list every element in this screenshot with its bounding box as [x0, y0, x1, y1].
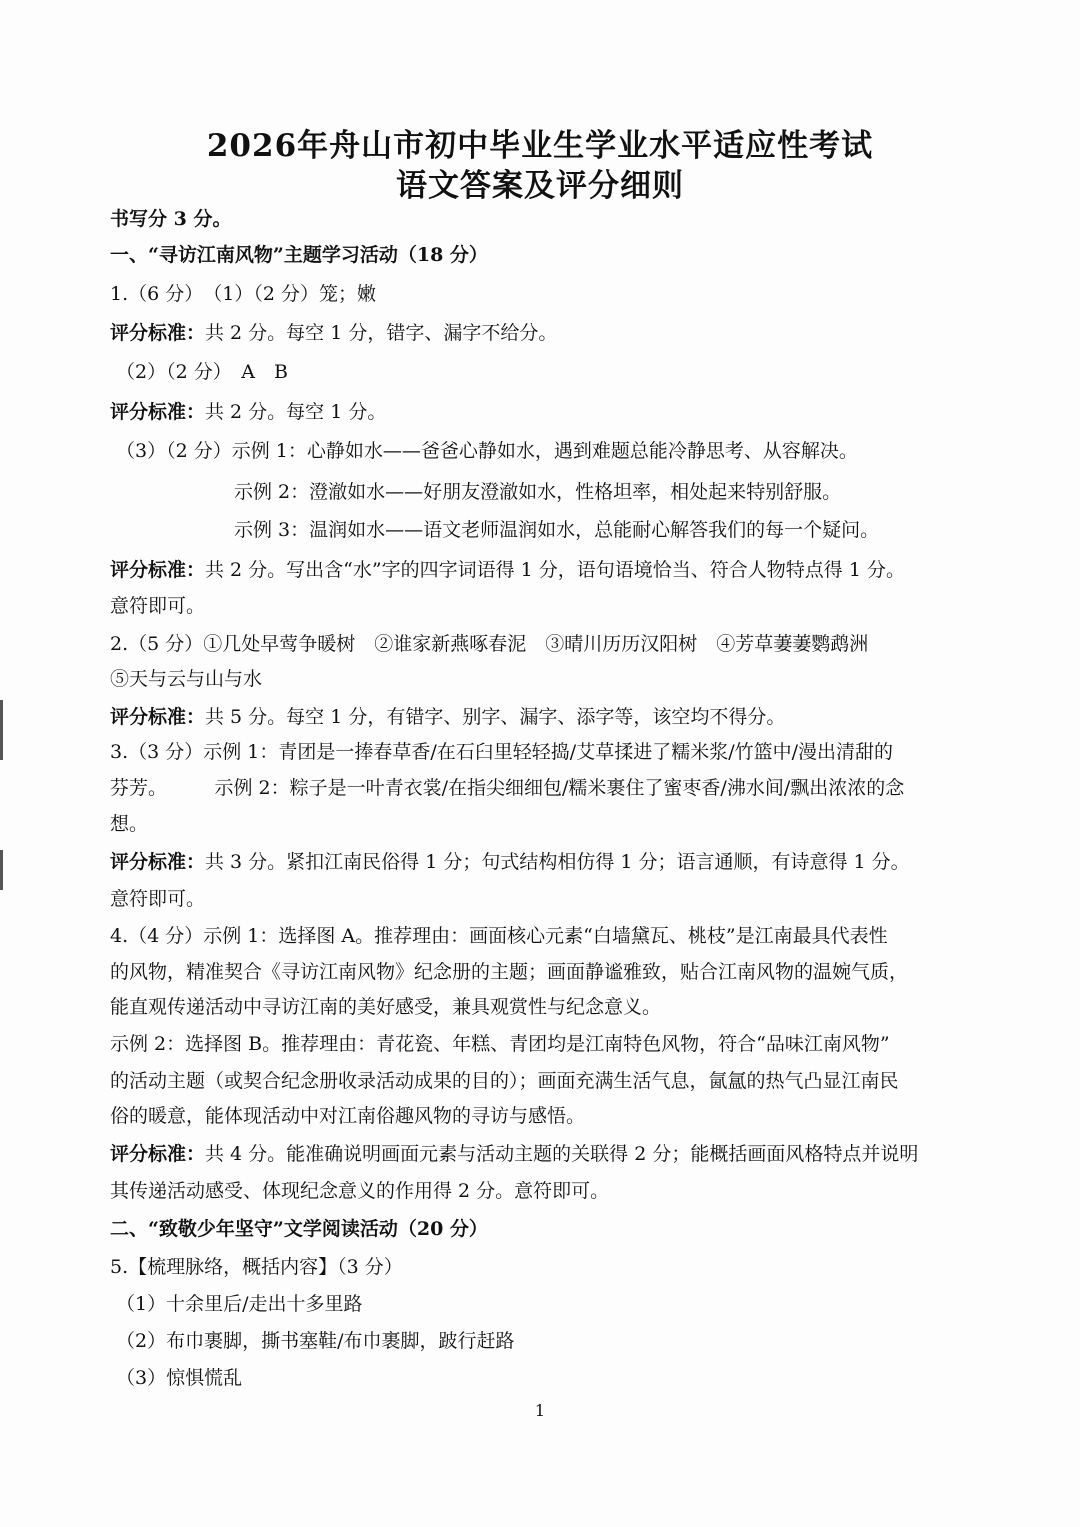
section-2-heading: 二、“致敬少年坚守”文学阅读活动（20 分） — [110, 1218, 488, 1240]
q4-example-1-cont: 的风物，精准契合《寻访江南风物》纪念册的主题；画面静谧雅致，贴合江南风物的温婉气质， — [110, 961, 909, 983]
q2-answer: 2.（5 分）①几处早莺争暖树 ②谁家新燕啄春泥 ③晴川历历汉阳树 ④芳草萋萋鹦鹉洲 — [110, 633, 869, 655]
q5-answer-1: （1）十余里后/走出十多里路 — [116, 1293, 363, 1315]
q4-example-2-cont: 的活动主题（或契合纪念册收录活动成果的目的）；画面充满生活气息，氤氲的热气凸显江南民 — [110, 1070, 899, 1092]
document-title: 2026年舟山市初中毕业生学业水平适应性考试 — [206, 128, 874, 164]
scan-edge-mark — [0, 700, 3, 760]
q5-answer-2: （2）布巾裹脚，撕书塞鞋/布巾裹脚，跛行赶路 — [116, 1330, 515, 1352]
q4-example-2: 示例 2：选择图 B。推荐理由：青花瓷、年糕、青团均是江南特色风物，符合“品味江南风物” — [110, 1033, 890, 1055]
q1-answer: 1.（6 分） （1）（2 分）笼；嫩 — [110, 283, 376, 305]
q4-example-1: 4.（4 分）示例 1：选择图 A。推荐理由：画面核心元素“白墙黛瓦、桃枝”是江南最具代表性 — [110, 925, 888, 947]
criteria-label: 评分标准： — [110, 706, 206, 728]
q1-2-answer: （2）（2 分） A B — [116, 361, 288, 383]
criteria-label: 评分标准： — [110, 322, 206, 344]
document-subtitle: 语文答案及评分细则 — [396, 168, 684, 204]
q1-2-criteria: 评分标准：共 2 分。每空 1 分。 — [110, 401, 387, 423]
q1-3-example-2: 示例 2：澄澈如水——好朋友澄澈如水，性格坦率，相处起来特别舒服。 — [234, 481, 842, 503]
q3-criteria-cont: 意符即可。 — [110, 888, 206, 910]
criteria-label: 评分标准： — [110, 559, 206, 581]
q3-example-2: 芬芳。 示例 2：粽子是一叶青衣裳/在指尖细细包/糯米裹住了蜜枣香/沸水间/飘出浓浓的念 — [110, 777, 905, 799]
page-number: 1 — [534, 1401, 546, 1420]
scan-edge-mark — [0, 850, 3, 890]
criteria-label: 评分标准： — [110, 851, 206, 873]
q4-example-2-cont2: 俗的暖意，能体现活动中对江南俗趣风物的寻访与感悟。 — [110, 1105, 586, 1127]
q1-3-example-3: 示例 3：温润如水——语文老师温润如水，总能耐心解答我们的每一个疑问。 — [234, 519, 880, 541]
criteria-label: 评分标准： — [110, 401, 206, 423]
q4-criteria-cont: 其传递活动感受、体现纪念意义的作用得 2 分。意符即可。 — [110, 1180, 610, 1202]
q5-heading: 5.【梳理脉络，概括内容】（3 分） — [110, 1256, 403, 1278]
q1-1-criteria: 评分标准：共 2 分。每空 1 分，错字、漏字不给分。 — [110, 322, 558, 344]
q3-example-2-cont: 想。 — [110, 813, 149, 835]
q1-3-criteria-cont: 意符即可。 — [110, 595, 206, 617]
q2-criteria: 评分标准：共 5 分。每空 1 分，有错字、别字、漏字、添字等，该空均不得分。 — [110, 706, 786, 728]
q1-3-criteria: 评分标准：共 2 分。写出含“水”字的四字词语得 1 分，语句语境恰当、符合人物特点得 1 分。 — [110, 559, 905, 581]
q3-example-1: 3.（3 分）示例 1：青团是一捧春草香/在石臼里轻轻捣/艾草揉进了糯米浆/竹篮中/漫出清甜的 — [110, 741, 893, 763]
q5-answer-3: （3）惊惧慌乱 — [116, 1367, 243, 1389]
q3-criteria: 评分标准：共 3 分。紧扣江南民俗得 1 分；句式结构相仿得 1 分；语言通顺，有诗意得 1 分。 — [110, 851, 910, 873]
criteria-label: 评分标准： — [110, 1143, 206, 1165]
q4-example-1-cont2: 能直观传递活动中寻访江南的美好感受，兼具观赏性与纪念意义。 — [110, 996, 662, 1018]
section-1-heading: 一、“寻访江南风物”主题学习活动（18 分） — [110, 244, 488, 266]
q4-criteria: 评分标准：共 4 分。能准确说明画面元素与活动主题的关联得 2 分；能概括画面风格特点并说明 — [110, 1143, 919, 1165]
q1-3-example-1: （3）（2 分）示例 1：心静如水——爸爸心静如水，遇到难题总能冷静思考、从容解决。 — [116, 440, 858, 462]
q2-answer-cont: ⑤天与云与山与水 — [110, 668, 263, 690]
line-handwriting-score: 书写分 3 分。 — [110, 208, 232, 230]
